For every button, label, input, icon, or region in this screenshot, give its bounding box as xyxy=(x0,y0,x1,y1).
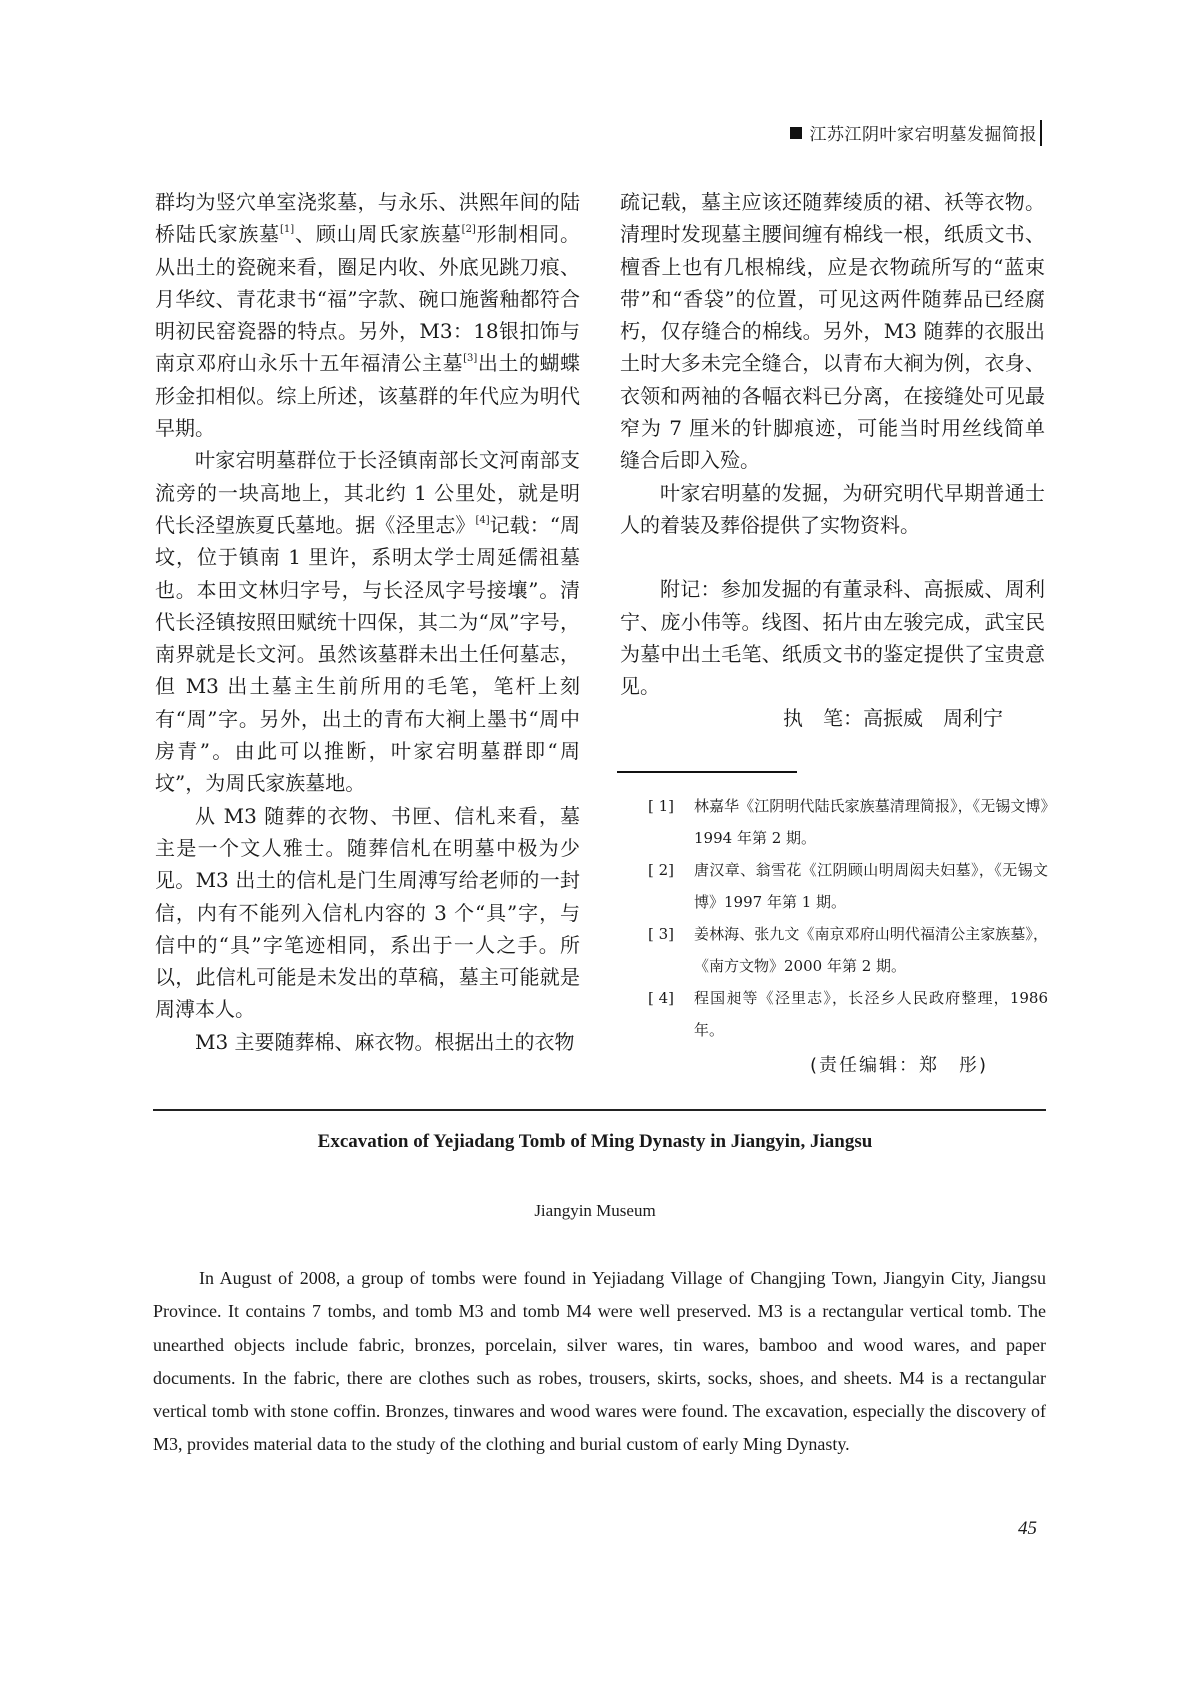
footnote-text: 唐汉章、翁雪花《江阴顾山明周闳夫妇墓》，《无锡文博》1997 年第 1 期。 xyxy=(694,861,1048,911)
paragraph xyxy=(155,444,580,799)
page-number: 45 xyxy=(1018,1518,1037,1539)
footnote-number: [ 4] xyxy=(648,989,675,1007)
paragraph: M3 主要随葬棉、麻衣物。根据出土的衣物 xyxy=(195,1029,575,1054)
footnote-text: 程国昶等《泾里志》，长泾乡人民政府整理，1986 年。 xyxy=(694,989,1048,1039)
footnote-item xyxy=(648,854,1048,918)
footnotes xyxy=(648,790,1048,1046)
text-run: 记载：“周坟，位于镇南 1 里许，系明太学士周延儒祖墓也。本田文林归字号，与长泾凤字号接壤”。清代长泾镇按照田赋统十四保，其二为“凤”字号，南界就是长文河。虽然该墓群未出土任何墓志，但 M3 出土墓主生前所用的毛笔，笔杆上刻有“周”字。另外，出土的青布大裥上墨书“周中房青”。由此可以推断，叶家宕明墓群即“周坟”，为周氏家族墓地。 xyxy=(155,512,580,796)
paragraph: 叶家宕明墓的发掘，为研究明代早期普通士人的着装及葬俗提供了实物资料。 xyxy=(620,480,1045,537)
text-run: 出土的蝴蝶形金扣相似。综上所述，该墓群的年代应为明代早期。 xyxy=(155,351,581,441)
text-run: 形制相同。从出土的瓷碗来看，圈足内收、外底见跳刀痕、月华纹、青花隶书“福”字款、碗口施酱釉都符合明初民窑瓷器的特点。另外，M3：18银扣饰与南京邓府山永乐十五年福清公主墓 xyxy=(155,222,581,376)
footnote-item xyxy=(648,790,1048,854)
footnote-number: [ 3] xyxy=(648,925,675,943)
english-affiliation: Jiangyin Museum xyxy=(534,1201,656,1220)
left-column xyxy=(155,186,580,1058)
appendix-note: 附记：参加发掘的有董录科、高振威、周利宁、庞小伟等。线图、拓片由左骏完成，武宝民为墓中出土毛笔、纸质文书的鉴定提供了宝贵意见。 xyxy=(620,577,1045,699)
running-head-bar xyxy=(1040,120,1042,146)
footnote-text: 林嘉华《江阴明代陆氏家族墓清理简报》，《无锡文博》1994 年第 2 期。 xyxy=(694,797,1048,847)
paragraph: 从 M3 随葬的衣物、书匣、信札来看，墓主是一个文人雅士。随葬信札在明墓中极为少见。M3 出土的信札是门生周溥写给老师的一封信，内有不能列入信札内容的 3 个“具”字，与信中的“具”字笔迹相同，系出于一人之手。所以，此信札可能是未发出的草稿，墓主可能就是周溥本人。 xyxy=(155,803,580,1022)
right-column xyxy=(620,186,1045,735)
paragraph xyxy=(155,186,580,444)
footnote-number: [ 1] xyxy=(648,797,675,815)
section-divider xyxy=(153,1109,1046,1111)
footnote-number: [ 2] xyxy=(648,861,675,879)
square-bullet-icon xyxy=(790,127,802,139)
footnote-separator xyxy=(617,771,797,773)
footnote-item xyxy=(648,918,1048,982)
running-head xyxy=(0,120,1042,148)
citation-2[interactable]: [2] xyxy=(461,224,476,236)
running-head-title: 江苏江阴叶家宕明墓发掘简报 xyxy=(809,125,1037,145)
citation-1[interactable]: [1] xyxy=(280,224,295,236)
author-credit: 执 笔：高振威 周利宁 xyxy=(783,706,1003,731)
paragraph: 疏记载，墓主应该还随葬绫质的裙、袄等衣物。清理时发现墓主腰间缠有棉线一根，纸质文书、檀香上也有几根棉线，应是衣物疏所写的“蓝束带”和“香袋”的位置，可见这两件随葬品已经腐朽，仅存缝合的棉线。另外，M3 随葬的衣服出土时大多未完全缝合，以青布大裥为例，衣身、衣领和两袖的各幅衣料已分离，在接缝处可见最窄为 7 厘米的针脚痕迹，可能当时用丝线简单缝合后即入殓。 xyxy=(620,190,1045,473)
citation-3[interactable]: [3] xyxy=(463,353,478,365)
text-run: 、顾山周氏家族墓 xyxy=(294,222,462,247)
footnote-text: 姜林海、张九文《南京邓府山明代福清公主家族墓》，《南方文物》2000 年第 2 期。 xyxy=(694,925,1048,975)
responsible-editor: (责任编辑：郑 彤) xyxy=(810,1055,989,1076)
english-title: Excavation of Yejiadang Tomb of Ming Dynasty in Jiangyin, Jiangsu xyxy=(317,1131,873,1152)
citation-4[interactable]: [4] xyxy=(475,514,490,526)
text-run: 群均为竖穴单室浇浆墓，与永乐、洪熙年间的陆桥陆氏家族墓 xyxy=(155,190,580,247)
english-abstract: In August of 2008, a group of tombs were found in Yejiadang Village of Changjing Town, Jiangyin City, Jiangsu Province. It contains 7 tombs, and tomb M3 and tomb M4 were well preserved. M3 is a rectangular vertical tomb. The unearthed objects include fabric, bronzes, porcelain, silver wares, tin wares, bamboo and wood wares, and paper documents. In the fabric, there are clothes such as robes, trousers, skirts, socks, shoes, and sheets. M4 is a rectangular vertical tomb with stone coffin. Bronzes, tinwares and wood wares were found. The excavation, especially the discovery of M3, provides material data to the study of the clothing and burial custom of early Ming Dynasty. xyxy=(153,1268,1046,1455)
footnote-item xyxy=(648,982,1048,1046)
text-run: 叶家宕明墓群位于长泾镇南部长文河南部支流旁的一块高地上，其北约 1 公里处，就是明代长泾望族夏氏墓地。据《泾里志》 xyxy=(155,448,580,537)
